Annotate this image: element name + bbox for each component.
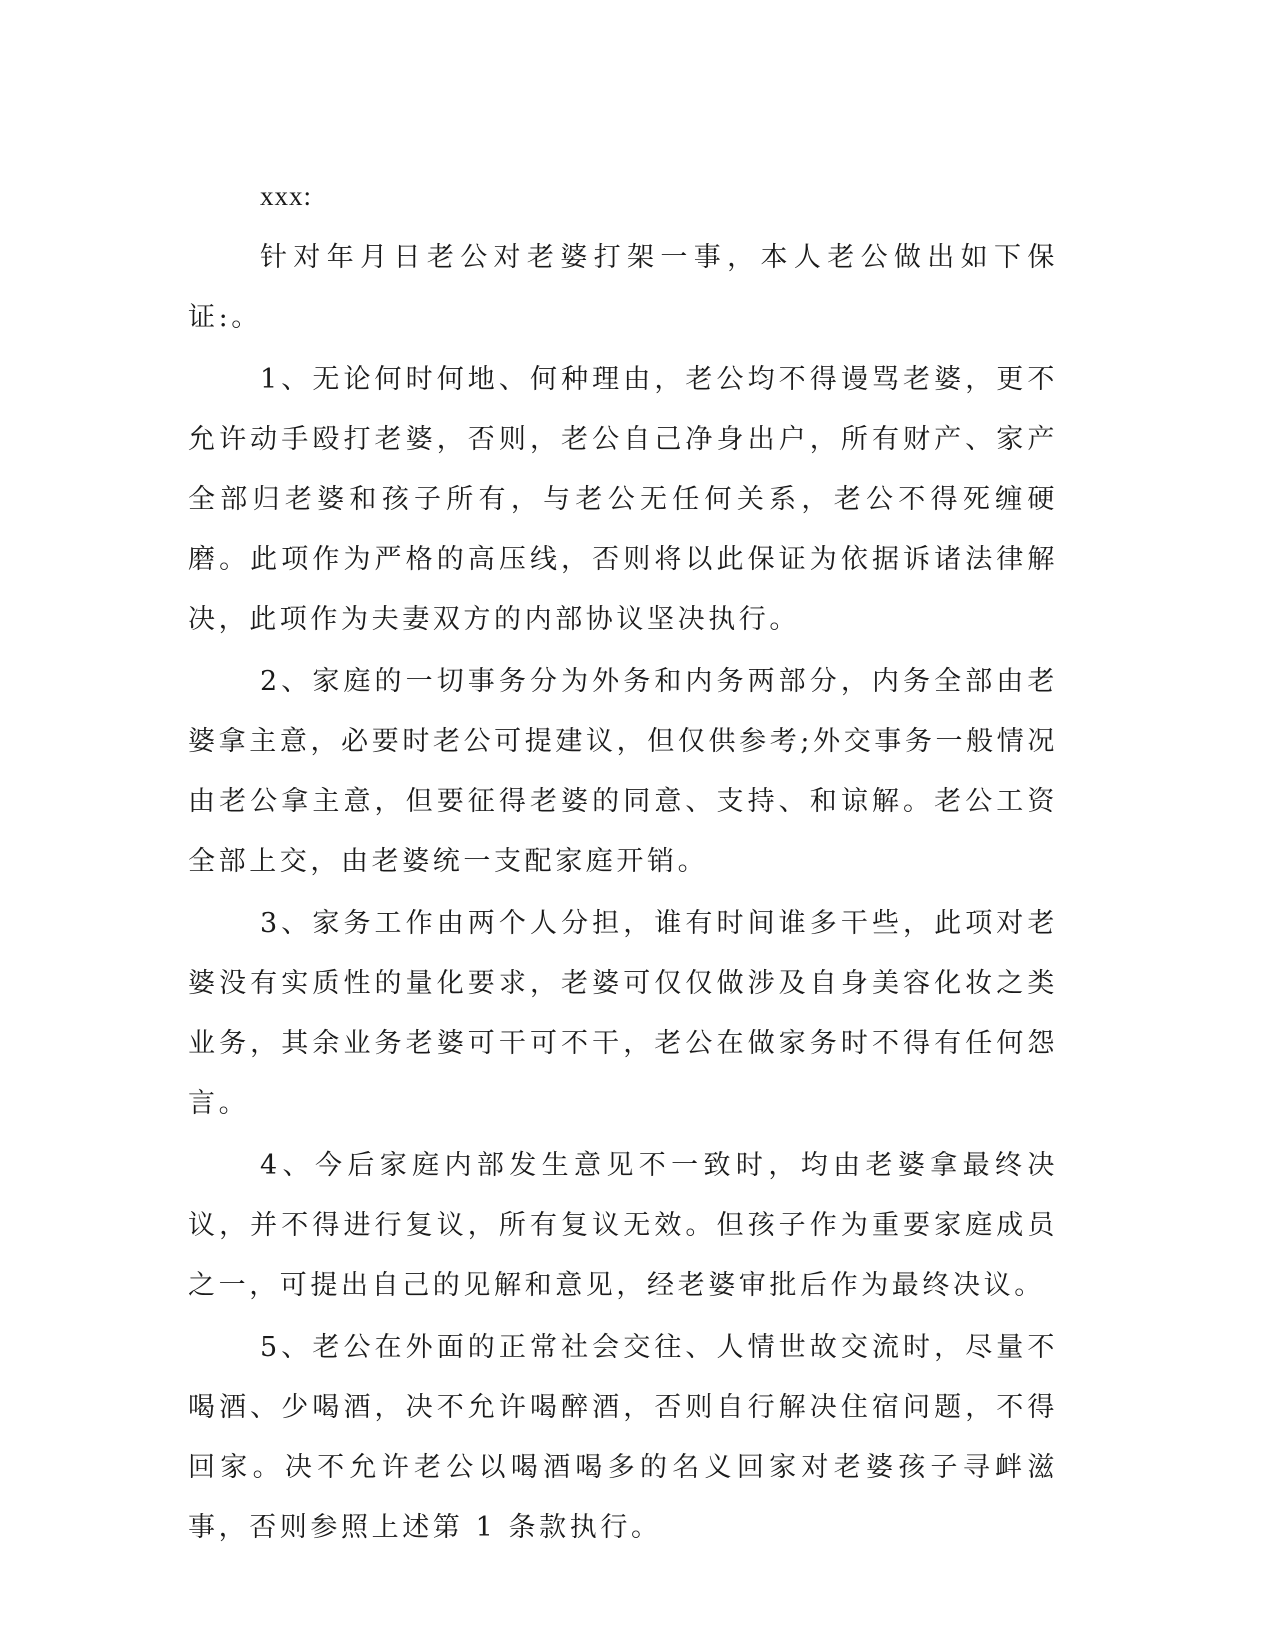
document-body — [188, 166, 1058, 1558]
clause-1: 1、无论何时何地、何种理由，老公均不得谩骂老婆，更不允许动手殴打老婆，否则，老公自己净身出户，所有财产、家产全部归老婆和孩子所有，与老公无任何关系，老公不得死缠硬磨。此项作为严格的高压线，否则将以此保证为依据诉诸法律解决，此项作为夫妻双方的内部协议坚决执行。 — [188, 364, 1058, 635]
salutation: xxx: — [260, 181, 313, 211]
clause-2: 2、家庭的一切事务分为外务和内务两部分，内务全部由老婆拿主意，必要时老公可提建议，但仅供参考;外交事务一般情况由老公拿主意，但要征得老婆的同意、支持、和谅解。老公工资全部上交，由老婆统一支配家庭开销。 — [188, 666, 1058, 877]
clause-4: 4、今后家庭内部发生意见不一致时，均由老婆拿最终决议，并不得进行复议，所有复议无效。但孩子作为重要家庭成员之一，可提出自己的见解和意见，经老婆审批后作为最终决议。 — [188, 1150, 1058, 1301]
intro-paragraph: 针对年月日老公对老婆打架一事，本人老公做出如下保证:。 — [188, 242, 1058, 333]
clause-5: 5、老公在外面的正常社会交往、人情世故交流时，尽量不喝酒、少喝酒，决不允许喝醉酒，否则自行解决住宿问题，不得回家。决不允许老公以喝酒喝多的名义回家对老婆孩子寻衅滋事，否则参照上述第 1 条款执行。 — [188, 1332, 1058, 1543]
clause-3: 3、家务工作由两个人分担，谁有时间谁多干些，此项对老婆没有实质性的量化要求，老婆可仅仅做涉及自身美容化妆之类业务，其余业务老婆可干可不干，老公在做家务时不得有任何怨言。 — [188, 908, 1058, 1119]
